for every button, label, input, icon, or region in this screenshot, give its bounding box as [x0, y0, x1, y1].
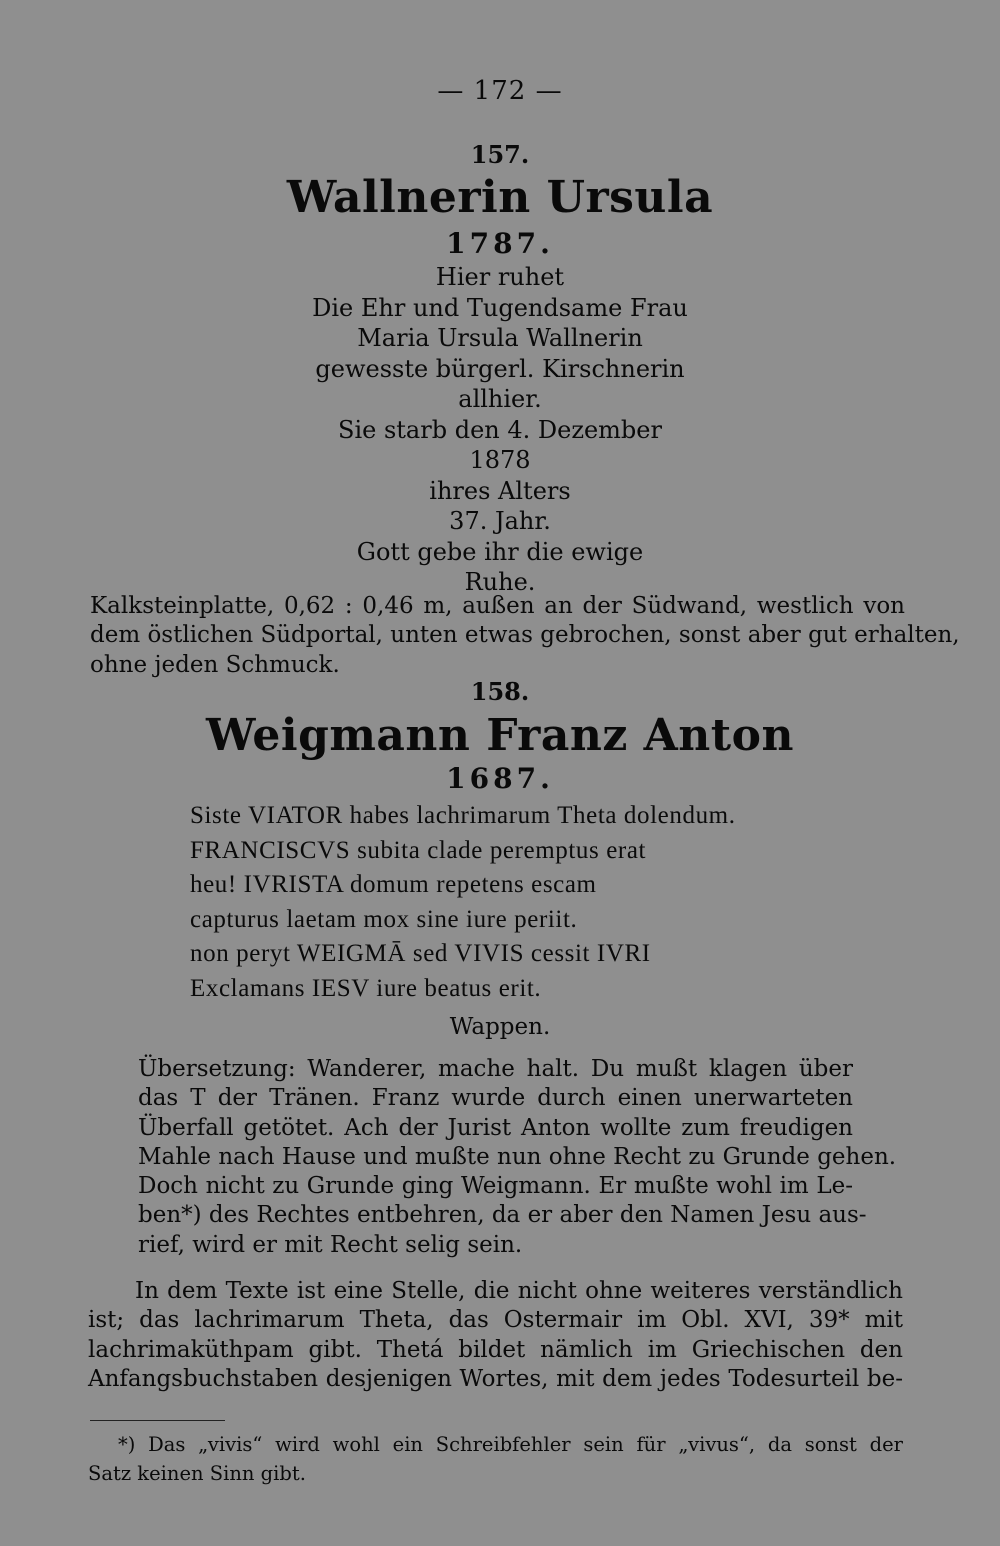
description-paragraph — [90, 592, 960, 680]
translation-line: Doch nicht zu Grunde ging Weigmann. Er mußte wohl im Le- — [138, 1173, 853, 1200]
coat-of-arms-label: Wappen. — [449, 1014, 551, 1040]
translation-paragraph — [138, 1055, 897, 1260]
inscription-line: 1878 — [469, 446, 531, 474]
footnote-line: *) Das „vivis“ wird wohl ein Schreibfehler sein für „vivus“, da sonst der — [118, 1433, 903, 1456]
description-line: ohne jeden Schmuck. — [90, 651, 340, 678]
inscription-line: ihres Alters — [429, 476, 571, 505]
latin-line: capturus laetam mox sine iure periit. — [190, 905, 578, 933]
commentary-line: ist; das lachrimarum Theta, das Ostermair im Obl. XVI, 39* mit — [88, 1307, 903, 1334]
inscription-line: gewesste bürgerl. Kirschnerin — [315, 354, 685, 383]
inscription-line: Sie starb den 4. Dezember — [338, 415, 662, 444]
commentary-line: lachrimaküthpam gibt. Thetá bildet nämlich im Griechischen den — [88, 1336, 903, 1363]
entry-year: 1687. — [446, 762, 554, 795]
translation-line: ben*) des Rechtes entbehren, da er aber den Namen Jesu aus- — [138, 1202, 867, 1229]
inscription-line: allhier. — [458, 385, 542, 413]
inscription-line: Die Ehr und Tugendsame Frau — [312, 293, 688, 322]
translation-line: Mahle nach Hause und mußte nun ohne Recht zu Grunde gehen. — [138, 1143, 897, 1170]
footnote — [88, 1430, 903, 1488]
latin-line: Exclamans IESV iure beatus erit. — [190, 974, 542, 1002]
commentary-line: Anfangsbuchstaben desjenigen Wortes, mit dem jedes Todesurteil be- — [88, 1365, 903, 1392]
latin-line: non peryt WEIGMĀ sed VIVIS cessit IVRI — [190, 940, 651, 967]
translation-line: das T der Tränen. Franz wurde durch einen unerwarteten — [138, 1085, 853, 1112]
entry-number: 157. — [470, 140, 530, 169]
inscription-line: 37. Jahr. — [449, 507, 551, 535]
entry-year: 1787. — [446, 227, 554, 260]
translation-line: Überfall getötet. Ach der Jurist Anton wollte zum freudigen — [138, 1114, 853, 1141]
commentary-line: In dem Texte ist eine Stelle, die nicht ohne weiteres verständlich — [135, 1278, 903, 1304]
inscription — [0, 262, 1000, 598]
commentary-paragraph — [88, 1277, 903, 1394]
translation-line: Übersetzung: Wanderer, mache halt. Du mußt klagen über — [138, 1056, 853, 1082]
inscription-line: Ruhe. — [464, 568, 536, 596]
inscription-line: Hier ruhet — [435, 263, 565, 291]
description-line: dem östlichen Südportal, unten etwas gebrochen, sonst aber gut erhalten, — [90, 622, 960, 649]
footnote-line: Satz keinen Sinn gibt. — [88, 1462, 306, 1485]
page-number: — 172 — — [437, 76, 563, 106]
inscription-line: Maria Ursula Wallnerin — [357, 324, 643, 352]
latin-epitaph — [190, 799, 830, 1006]
latin-line: FRANCISCVS subita clade peremptus erat — [190, 836, 647, 864]
entry-title: Wallnerin Ursula — [286, 172, 714, 223]
entry-number: 158. — [470, 677, 530, 706]
latin-line: Siste VIATOR habes lachrimarum Theta dolendum. — [190, 802, 736, 829]
translation-line: rief, wird er mit Recht selig sein. — [138, 1231, 523, 1258]
description-line: Kalksteinplatte, 0,62 : 0,46 m, außen an der Südwand, westlich von — [90, 593, 905, 619]
inscription-line: Gott gebe ihr die ewige — [356, 537, 644, 566]
footnote-divider — [90, 1420, 225, 1421]
entry-title: Weigmann Franz Anton — [206, 710, 794, 761]
latin-line: heu! IVRISTA domum repetens escam — [190, 871, 597, 898]
